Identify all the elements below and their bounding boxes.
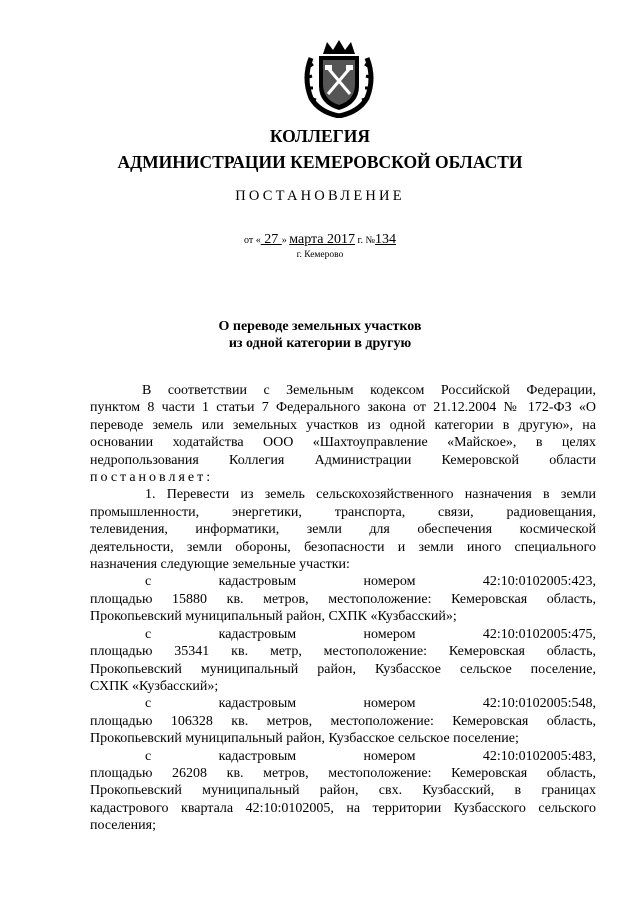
body-line: СХПК «Кузбасский»; bbox=[90, 678, 219, 694]
date-mid: » bbox=[281, 235, 290, 246]
document-date-line bbox=[0, 232, 640, 248]
body-line: назначения следующие земельные участки: bbox=[90, 557, 350, 573]
body-line: промышленности, энергетики, транспорта, связи, радиовещания, bbox=[90, 504, 596, 520]
body-line: с кадастровым номером 42:10:0102005:423, bbox=[145, 574, 596, 590]
body-line: площадью 26208 кв. метров, местоположение: Кемеровская область, bbox=[90, 765, 596, 781]
date-day: 27 bbox=[260, 232, 282, 247]
body-line: площадью 106328 кв. метров, местоположение: Кемеровская область, bbox=[90, 713, 596, 729]
body-line: 1. Перевести из земель сельскохозяйственного назначения в земли bbox=[145, 487, 596, 503]
date-prefix: от « bbox=[243, 235, 261, 246]
coat-of-arms-emblem bbox=[301, 38, 377, 118]
body-line: постановляет: bbox=[90, 470, 214, 486]
document-type: ПОСТАНОВЛЕНИЕ bbox=[235, 188, 405, 204]
body-line: телевидения, информатики, земли для обеспечения космической bbox=[90, 522, 596, 538]
org-title-line1: КОЛЛЕГИЯ bbox=[269, 126, 371, 146]
body-line: Прокопьевский муниципальный район, СХПК «Кузбасский»; bbox=[90, 609, 457, 625]
title-line1: О переводе земельных участков bbox=[218, 319, 422, 334]
body-line: Прокопьевский муниципальный район, Кузбасское сельское поселение; bbox=[90, 731, 519, 747]
body-line: площадью 15880 кв. метров, местоположение: Кемеровская область, bbox=[90, 591, 596, 607]
date-month-year: марта 2017 bbox=[289, 232, 356, 247]
body-line: Прокопьевский муниципальный район, Кузбасское сельское поселение, bbox=[90, 661, 596, 677]
body-line: с кадастровым номером 42:10:0102005:475, bbox=[145, 626, 596, 642]
date-suffix: г. № bbox=[355, 235, 376, 246]
body-line: Прокопьевский муниципальный район, свх. Кузбасский, в границах bbox=[90, 783, 596, 799]
body-line: кадастрового квартала 42:10:0102005, на территории Кузбасского сельского bbox=[90, 800, 596, 816]
document-title bbox=[0, 318, 640, 352]
body-line: площадью 35341 кв. метр, местоположение: Кемеровская область, bbox=[90, 644, 596, 660]
document-body bbox=[90, 382, 596, 835]
title-line2: из одной категории в другую bbox=[228, 336, 412, 351]
body-line: В соответствии с Земельным кодексом Российской Федерации, bbox=[142, 383, 596, 398]
body-line: поселения; bbox=[90, 818, 156, 834]
org-title-line2: АДМИНИСТРАЦИИ КЕМЕРОВСКОЙ ОБЛАСТИ bbox=[117, 152, 523, 172]
body-line: с кадастровым номером 42:10:0102005:483, bbox=[145, 748, 596, 764]
document-city: г. Кемерово bbox=[296, 250, 344, 260]
body-line: недропользования Коллегия Администрации Кемеровской области bbox=[90, 452, 596, 468]
body-line: основании ходатайства ООО «Шахтоуправление «Майское», в целях bbox=[90, 435, 596, 451]
document-number: 134 bbox=[375, 232, 397, 247]
body-line: с кадастровым номером 42:10:0102005:548, bbox=[145, 696, 596, 712]
body-line: переводе земель или земельных участков из одной категории в другую», на bbox=[90, 417, 596, 433]
body-line: деятельности, земли обороны, безопасности и земли иного специального bbox=[90, 539, 596, 555]
body-line: пунктом 8 части 1 статьи 7 Федерального закона от 21.12.2004 № 172-ФЗ «О bbox=[90, 400, 596, 416]
